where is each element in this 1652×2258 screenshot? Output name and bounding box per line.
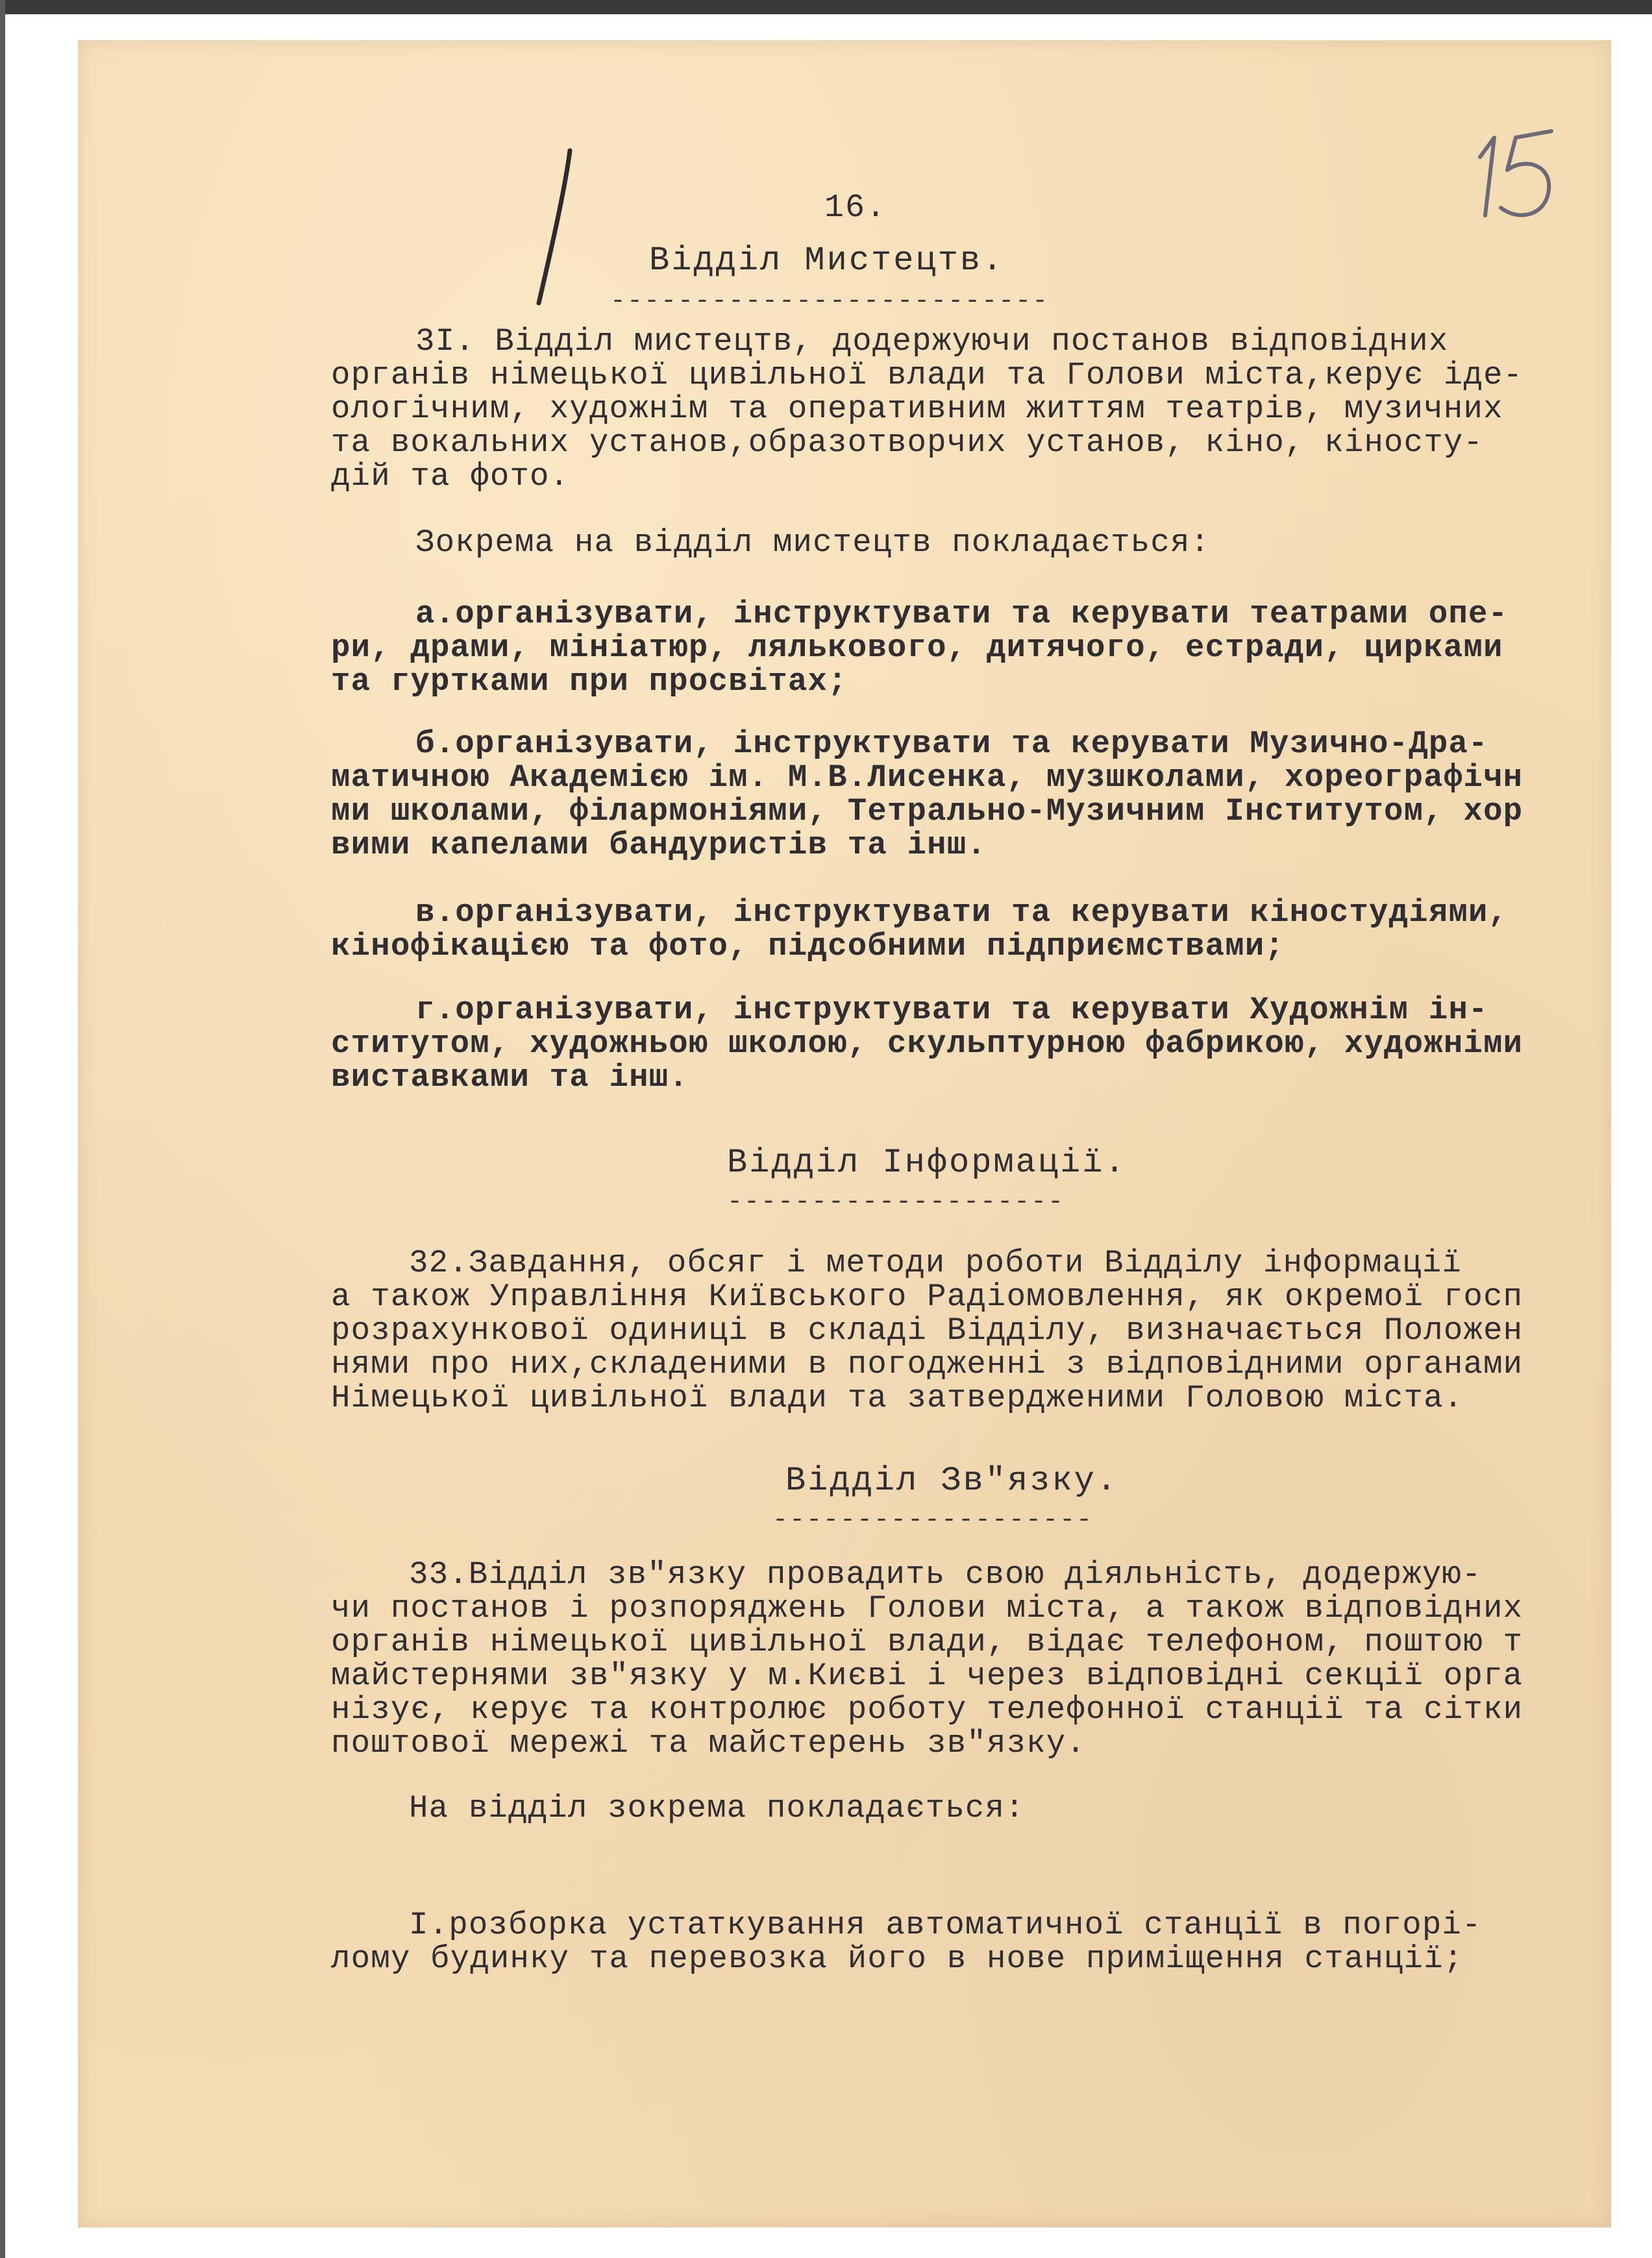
text-line: Німецької цивільної влади та затвердженими Головою міста. bbox=[331, 1380, 1464, 1416]
text-line: виставками та інш. bbox=[331, 1059, 689, 1096]
heading-underline: -------------------------- bbox=[610, 287, 1050, 316]
text-line: лому будинку та перевозка його в нове приміщення станції; bbox=[331, 1941, 1464, 1977]
handwritten-page-number bbox=[1454, 118, 1584, 248]
handwritten-slash-mark bbox=[519, 144, 597, 313]
text-line: 32.Завдання, обсяг і методи роботи Відділу інформації bbox=[409, 1245, 1462, 1281]
text-line: дій та фото. bbox=[331, 458, 570, 495]
text-line: чи постанов і розпоряджень Голови міста, а також відповідних bbox=[331, 1590, 1523, 1626]
text-line: поштової мережі та майстерень зв"язку. bbox=[331, 1725, 1086, 1761]
text-line: 3I. Відділ мистецтв, додержуючи постанов відповідних bbox=[415, 323, 1449, 360]
text-line: та гуртками при просвітах; bbox=[331, 663, 848, 700]
text-line: розрахункової одиниці в складі Відділу, визначається Положен bbox=[331, 1312, 1523, 1349]
section-heading-art: Відділ Мистецтв. bbox=[649, 241, 1005, 280]
text-line: г.організувати, інструктувати та керувати Художнім ін- bbox=[415, 992, 1488, 1028]
text-line: ологічним, художнім та оперативним життям театрів, музичних bbox=[331, 391, 1503, 427]
text-line: кінофікацією та фото, підсобними підприємствами; bbox=[331, 928, 1285, 964]
scan-frame-top bbox=[0, 0, 1652, 14]
text-line: б.організувати, інструктувати та керувати Музично-Дра- bbox=[415, 726, 1488, 762]
scan-frame-left bbox=[0, 0, 5, 2258]
text-line: а.організувати, інструктувати та керувати театрами опе- bbox=[415, 596, 1509, 632]
text-line: органів німецької цивільної влади та Голови міста,керує іде- bbox=[331, 357, 1523, 393]
document-page bbox=[78, 40, 1611, 2227]
text-line: матичною Академією ім. М.В.Лисенка, музшколами, хореографічн bbox=[331, 759, 1523, 796]
section-heading-information: Відділ Інформації. bbox=[727, 1144, 1127, 1182]
text-line: майстернями зв"язку у м.Києві і через відповідні секції орга bbox=[331, 1658, 1523, 1694]
section-heading-communication: Відділ Зв"язку. bbox=[785, 1462, 1119, 1500]
text-line: та вокальних установ,образотворчих установ, кіно, кіносту- bbox=[331, 424, 1484, 461]
text-line: На відділ зокрема покладається: bbox=[409, 1790, 1025, 1826]
text-line: нями про них,складеними в погодженні з відповідними органами bbox=[331, 1346, 1523, 1382]
text-line: I.розборка устаткування автоматичної станції в погорі- bbox=[409, 1907, 1482, 1943]
text-line: Зокрема на відділ мистецтв покладається: bbox=[415, 524, 1211, 561]
heading-underline: -------------------- bbox=[727, 1188, 1065, 1217]
text-line: вими капелами бандуристів та інш. bbox=[331, 827, 987, 863]
text-line: ми школами, філармоніями, Тетрально-Музичним Інститутом, хор bbox=[331, 793, 1523, 829]
text-line: в.організувати, інструктувати та керувати кіностудіями, bbox=[415, 894, 1509, 931]
heading-underline: ------------------- bbox=[772, 1506, 1094, 1535]
text-line: а також Управління Київського Радіомовлення, як окремої госп bbox=[331, 1279, 1523, 1315]
text-line: органів німецької цивільної влади, відає телефоном, поштою т bbox=[331, 1624, 1523, 1660]
text-line: 33.Відділ зв"язку провадить свою діяльність, додержую- bbox=[409, 1556, 1482, 1593]
typed-page-number: 16. bbox=[824, 190, 887, 227]
text-line: ститутом, художньою школою, скульптурною фабрикою, художніми bbox=[331, 1025, 1523, 1062]
text-line: нізує, керує та контролює роботу телефонної станції та сітки bbox=[331, 1691, 1523, 1728]
text-line: ри, драми, мініатюр, лялькового, дитячого, естради, цирками bbox=[331, 630, 1503, 666]
